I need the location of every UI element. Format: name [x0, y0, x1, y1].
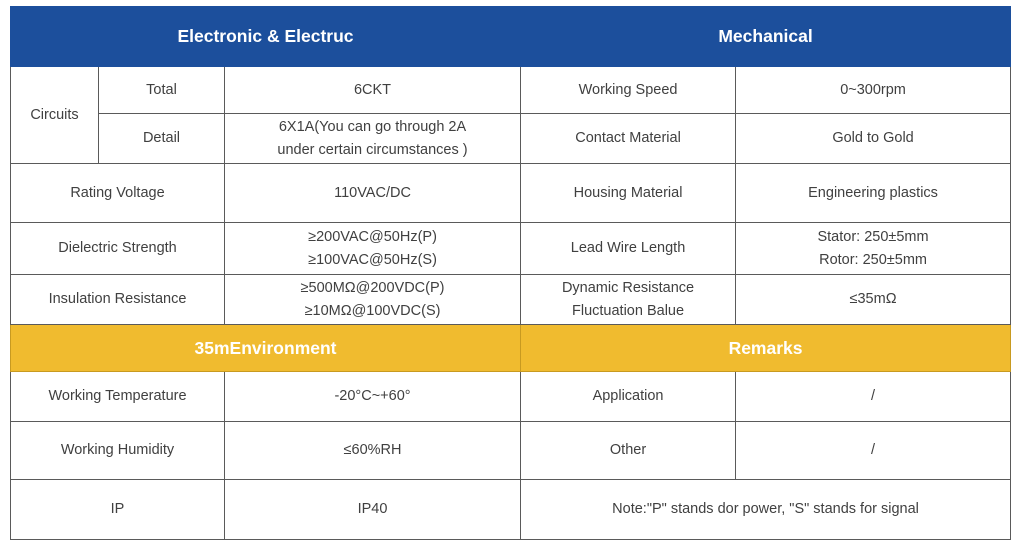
contact-material-label: Contact Material — [521, 114, 736, 164]
working-temperature-value: -20°C~+60° — [225, 372, 521, 422]
contact-material-value: Gold to Gold — [736, 114, 1011, 164]
insulation-resistance-value — [225, 275, 521, 325]
dynamic-resistance-label-line-2: Fluctuation Balue — [572, 302, 685, 319]
table-row — [11, 275, 1011, 325]
header-row-yellow — [11, 325, 1011, 372]
dielectric-strength-line-1: ≥200VAC@50Hz(P) — [308, 228, 437, 245]
circuits-detail-label: Detail — [99, 114, 225, 164]
lead-wire-length-value — [736, 223, 1011, 275]
header-row-blue — [11, 7, 1011, 67]
working-speed-label: Working Speed — [521, 67, 736, 114]
circuits-detail-value — [225, 114, 521, 164]
other-label: Other — [521, 422, 736, 480]
insulation-resistance-line-1: ≥500MΩ@200VDC(P) — [300, 279, 445, 296]
dielectric-strength-value — [225, 223, 521, 275]
table-row — [11, 372, 1011, 422]
circuits-label: Circuits — [11, 67, 99, 164]
dynamic-resistance-label-line-1: Dynamic Resistance — [561, 279, 695, 296]
dielectric-strength-label: Dielectric Strength — [11, 223, 225, 275]
rating-voltage-value: 110VAC/DC — [225, 164, 521, 223]
table-row — [11, 164, 1011, 223]
working-humidity-label: Working Humidity — [11, 422, 225, 480]
table-row — [11, 480, 1011, 540]
dynamic-resistance-value: ≤35mΩ — [736, 275, 1011, 325]
rating-voltage-label: Rating Voltage — [11, 164, 225, 223]
table-row — [11, 422, 1011, 480]
application-label: Application — [521, 372, 736, 422]
circuits-detail-line-1: 6X1A(You can go through 2A — [278, 118, 467, 135]
dielectric-strength-line-2: ≥100VAC@50Hz(S) — [308, 251, 437, 268]
section-mechanical-header: Mechanical — [521, 7, 1011, 67]
other-value: / — [736, 422, 1011, 480]
insulation-resistance-line-2: ≥10MΩ@100VDC(S) — [304, 302, 441, 319]
ip-label: IP — [11, 480, 225, 540]
section-electronic-header: Electronic & Electruc — [11, 7, 521, 67]
lead-wire-rotor: Rotor: 250±5mm — [819, 251, 927, 268]
table-row — [11, 223, 1011, 275]
ip-value: IP40 — [225, 480, 521, 540]
table-row — [11, 67, 1011, 114]
circuits-total-value: 6CKT — [225, 67, 521, 114]
section-remarks-header: Remarks — [521, 325, 1011, 372]
dynamic-resistance-label — [521, 275, 736, 325]
housing-material-value: Engineering plastics — [736, 164, 1011, 223]
table-row — [11, 114, 1011, 164]
circuits-total-label: Total — [99, 67, 225, 114]
section-environment-header: 35mEnvironment — [11, 325, 521, 372]
working-humidity-value: ≤60%RH — [225, 422, 521, 480]
spec-table — [10, 6, 1011, 540]
note-text: Note:"P" stands dor power, "S" stands for signal — [521, 480, 1011, 540]
insulation-resistance-label: Insulation Resistance — [11, 275, 225, 325]
housing-material-label: Housing Material — [521, 164, 736, 223]
lead-wire-stator: Stator: 250±5mm — [817, 228, 929, 245]
circuits-detail-line-2: under certain circumstances ) — [277, 141, 468, 158]
lead-wire-length-label: Lead Wire Length — [521, 223, 736, 275]
working-temperature-label: Working Temperature — [11, 372, 225, 422]
application-value: / — [736, 372, 1011, 422]
working-speed-value: 0~300rpm — [736, 67, 1011, 114]
